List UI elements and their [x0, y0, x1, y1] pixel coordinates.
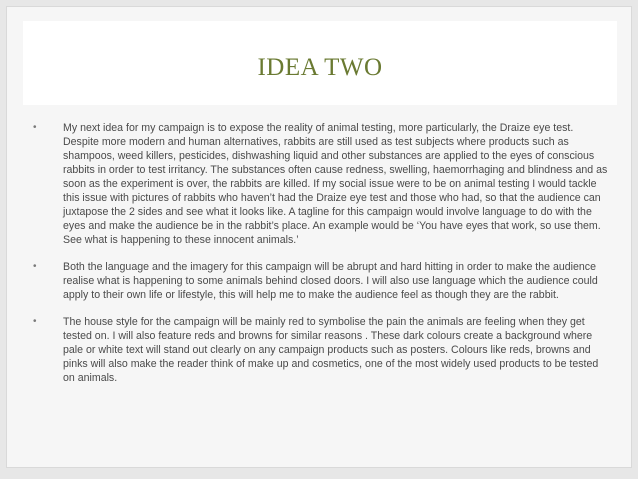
- bullet-item-1: [29, 121, 611, 247]
- bullet-text: Both the language and the imagery for this campaign will be abrupt and hard hitting in order to make the audience realise what is happening to some animals behind closed doors. I will also use language which the audience could apply to their own life or lifestyle, this will help me to make the audience feel as though they are the rabbit.: [63, 261, 598, 301]
- bullet-item-3: [29, 315, 611, 385]
- bullet-marker: •: [33, 316, 37, 327]
- bullet-marker: •: [33, 122, 37, 133]
- bullet-marker: •: [33, 261, 37, 272]
- bullet-text: The house style for the campaign will be mainly red to symbolise the pain the animals are feeling when they get tested on. I will also feature reds and browns for similar reasons . These dark colours create a background where pale or white text will stand out clearly on any campaign products such as posters. Colours like reds, browns and pinks will also make the reader think of make up and cosmetics, one of the most widely used products to be tested on animals.: [63, 316, 599, 384]
- slide: [6, 6, 632, 468]
- bullet-list: [29, 121, 611, 398]
- bullet-text: My next idea for my campaign is to expose the reality of animal testing, more particularly, the Draize eye test. Despite more modern and human alternatives, rabbits are still used as test subjects where products such as shampoos, weed killers, pesticides, dishwashing liquid and other substances are applied to the eyes of conscious rabbits in order to test irritancy. The substances often cause redness, swelling, haemorrhaging and blindness and as soon as the experiment is over, the rabbits are killed. If my social issue were to be on animal testing I would tackle this issue with pictures of rabbits who haven’t had the Draize eye test and those who had, so that the audience can juxtapose the 2 sides and see what it looks like. A tagline for this campaign would involve language to do with the eyes and make the audience be in the rabbit’s place. An example would be ‘You have eyes that work, so use them. See what is happening to these innocent animals.’: [63, 122, 608, 246]
- bullet-item-2: [29, 260, 611, 302]
- title-box: [23, 21, 617, 105]
- slide-title: IDEA TWO: [257, 54, 383, 81]
